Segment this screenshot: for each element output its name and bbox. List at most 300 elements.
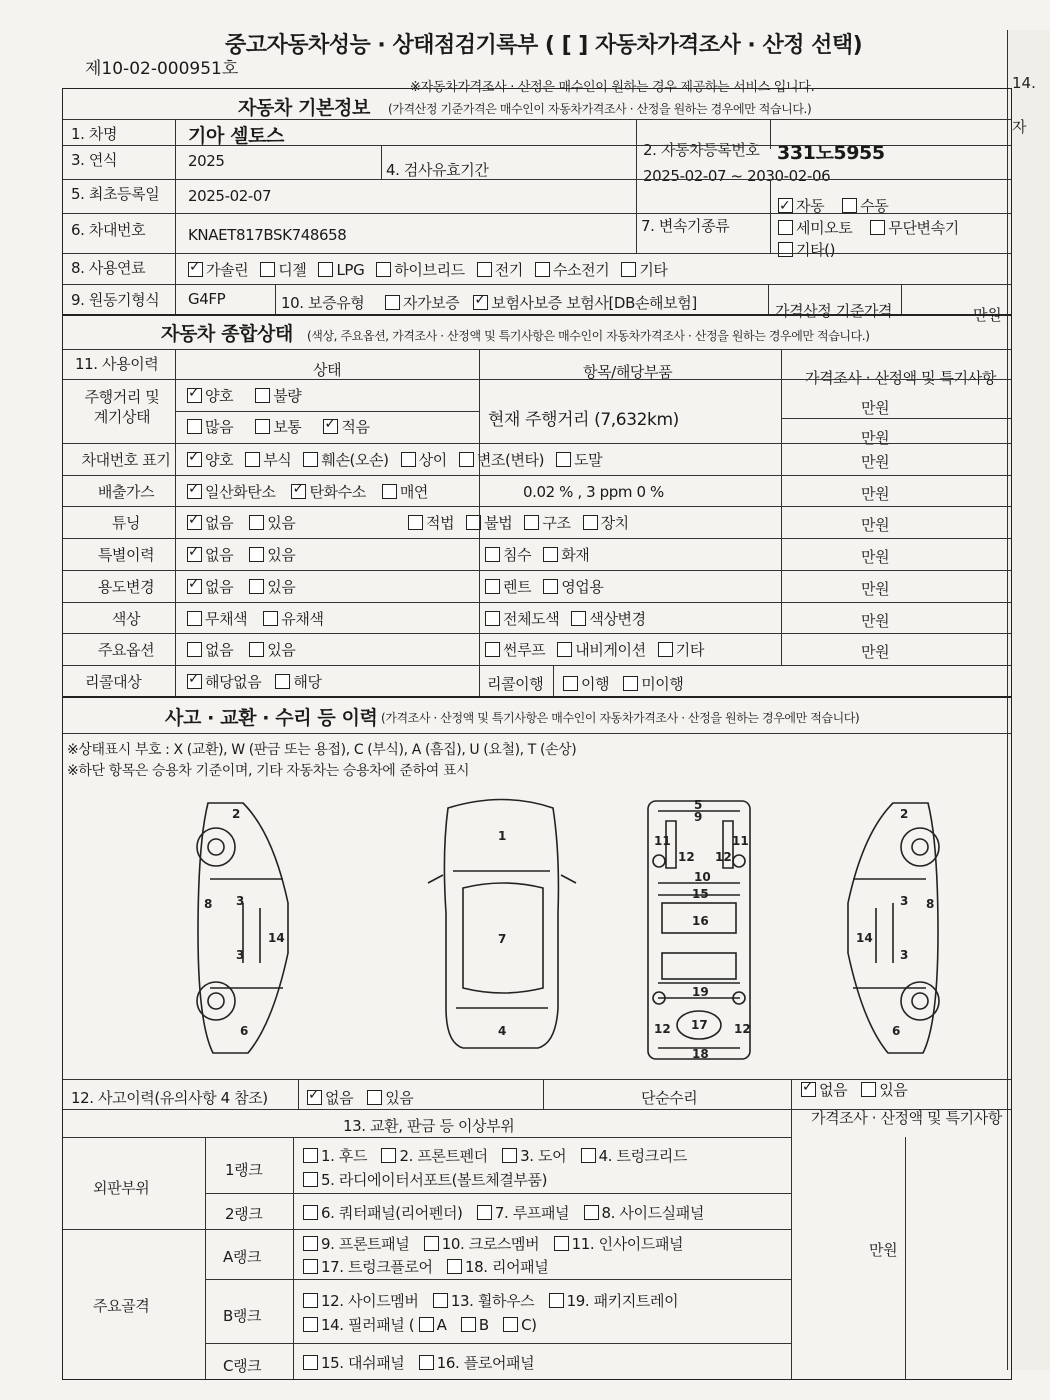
state-row-item-2-option-1[interactable] [466, 514, 512, 532]
state-row-0-checkbox-2[interactable] [303, 452, 318, 467]
mileage-amount-label-1: 보통 [273, 418, 302, 436]
trunk-floor-label: 17. 트렁크플로어 [321, 1258, 433, 1276]
recall-label: 리콜대상 [85, 673, 142, 691]
accident-history-checkbox-1[interactable] [367, 1090, 382, 1105]
svg-text:14: 14 [268, 931, 285, 945]
warranty-label-1: 보험사보증 보험사[DB손해보험] [491, 294, 697, 312]
state-row-2-label-1: 있음 [267, 514, 296, 532]
state-row-item-4-label-1: 영업용 [561, 578, 604, 596]
state-row-item-3-label-0: 침수 [503, 546, 532, 564]
state-row-item-4-option-1[interactable] [543, 578, 603, 596]
state-row-0-option-0[interactable] [187, 451, 233, 469]
state-row-3-checkbox-0[interactable] [187, 547, 202, 562]
state-row-1-checkbox-2[interactable] [382, 484, 397, 499]
fuel-option-4[interactable] [477, 261, 523, 279]
symbol-note: ※상태표시 부호 : X (교환), W (판금 또는 용접), C (부식), A (흠집), U (요철), T (손상) [67, 742, 577, 758]
state-row-item-3-checkbox-1[interactable] [543, 547, 558, 562]
mileage-amount-checkbox-1[interactable] [255, 419, 270, 434]
fuel-label-3: 하이브리드 [394, 261, 465, 279]
door-label: 3. 도어 [520, 1147, 567, 1165]
transmission-1-label-0: 수동 [860, 197, 889, 215]
transmission-0-label-0: 자동 [796, 197, 825, 215]
standard-note: ※하단 항목은 승용차 기준이며, 기타 자동차는 승용차에 준하여 표시 [67, 763, 470, 779]
state-header: 상태 [313, 361, 342, 379]
edge-label-ja: 자 [1012, 118, 1027, 136]
transmission-0-checkbox-0[interactable] [778, 198, 793, 213]
inspection-period-value[interactable]: 2025-02-07 ~ 2030-02-06 [643, 167, 831, 185]
simple-repair-checkbox-0[interactable] [801, 1082, 816, 1097]
state-row-item-6-checkbox-2[interactable] [658, 642, 673, 657]
recall-checkbox-1[interactable] [275, 674, 290, 689]
fuel-checkbox-3[interactable] [376, 262, 391, 277]
basic-info-subtitle: (가격산정 기준가격은 매수인이 자동차가격조사 · 산정을 원하는 경우에만 적습니다.) [388, 102, 812, 116]
state-row-options-5 [187, 608, 340, 629]
svg-text:11: 11 [654, 834, 671, 848]
fuel-checkbox-1[interactable] [260, 262, 275, 277]
state-row-item-2-label-3: 장치 [600, 514, 629, 532]
recall-option-0[interactable] [187, 673, 261, 691]
state-row-label-0: 차대번호 표기 [81, 451, 171, 469]
svg-text:18: 18 [692, 1047, 709, 1061]
mileage-state-checkbox-0[interactable] [187, 388, 202, 403]
mileage-amount-label-2: 적음 [341, 418, 370, 436]
edge-label-14: 14. [1012, 74, 1036, 92]
next-page-edge [1007, 30, 1050, 1370]
state-row-label-5: 색상 [111, 610, 141, 628]
state-row-item-6-label-1: 내비게이션 [575, 641, 646, 659]
rankC-line [303, 1352, 544, 1373]
accident-history-option-0[interactable] [307, 1089, 353, 1107]
vin-value[interactable]: KNAET817BSK748658 [188, 226, 347, 244]
state-row-0-option-1[interactable] [245, 451, 291, 469]
mileage-state-options [187, 385, 323, 406]
transmission-3-checkbox-0[interactable] [870, 220, 885, 235]
recall-checkbox-0[interactable] [187, 674, 202, 689]
general-state-subtitle: (색상, 주요옵션, 가격조사 · 산정액 및 특기사항은 매수인이 자동차가격조사 · 산정을 원하는 경우에만 적습니다.) [307, 329, 870, 343]
state-row-6-option-1[interactable] [249, 641, 295, 659]
recall-option-1[interactable] [275, 673, 321, 691]
state-row-item-3-option-1[interactable] [543, 546, 589, 564]
warranty-label-0: 자가보증 [403, 294, 460, 312]
fuel-checkbox-4[interactable] [477, 262, 492, 277]
fuel-checkbox-2[interactable] [318, 262, 333, 277]
warranty-option-1[interactable] [473, 294, 696, 312]
pillar-panel-label: 14. 필러패널 ( [321, 1316, 415, 1334]
fuel-option-5[interactable] [535, 261, 609, 279]
general-state-title: 자동차 종합상태 [161, 323, 293, 345]
state-row-items-6 [485, 639, 716, 660]
svg-text:8: 8 [926, 897, 935, 911]
state-row-item-2-checkbox-2[interactable] [524, 515, 539, 530]
state-row-options-3 [187, 544, 311, 565]
transmission-3-option-0[interactable] [870, 219, 958, 237]
state-row-4-label-0: 없음 [205, 578, 234, 596]
state-row-0-label-1: 부식 [263, 451, 292, 469]
parts-title: 13. 교환, 판금 등 이상부위 [343, 1117, 515, 1135]
rankA-line1 [303, 1233, 693, 1254]
inside-panel-checkbox[interactable] [554, 1236, 569, 1251]
state-row-item-6-option-2[interactable] [658, 641, 704, 659]
state-row-1-option-0[interactable] [187, 483, 275, 501]
state-row-price-unit-2: 만원 [861, 516, 890, 534]
mileage-amount-option-2[interactable] [323, 418, 369, 436]
state-row-6-checkbox-0[interactable] [187, 642, 202, 657]
state-row-options-0 [187, 449, 777, 470]
roof-panel-label: 7. 루프패널 [494, 1204, 570, 1222]
inspection-period-label: 4. 검사유효기간 [386, 161, 489, 179]
recall-performed-option-0[interactable] [563, 675, 609, 693]
state-row-5-label-0: 무채색 [205, 610, 248, 628]
accident-history-options [307, 1087, 427, 1108]
state-row-0-label-0: 양호 [205, 451, 234, 469]
engine-value[interactable]: G4FP [188, 290, 226, 308]
price-basis-unit: 만원 [973, 306, 1002, 324]
state-row-item-2-checkbox-0[interactable] [408, 515, 423, 530]
hood-label: 1. 후드 [321, 1147, 368, 1165]
state-row-4-option-1[interactable] [249, 578, 295, 596]
mileage-amount-option-1[interactable] [255, 418, 301, 436]
state-row-1-label-0: 일산화탄소 [205, 483, 276, 501]
svg-text:12: 12 [678, 850, 695, 864]
svg-text:2: 2 [232, 807, 241, 821]
year-label: 3. 연식 [71, 151, 118, 169]
transmission-options [778, 195, 1008, 261]
fuel-option-1[interactable] [260, 261, 306, 279]
state-row-item-5-checkbox-1[interactable] [571, 611, 586, 626]
mileage-amount-option-0[interactable] [187, 418, 233, 436]
mileage-state-option-1[interactable] [255, 387, 301, 405]
state-row-4-checkbox-1[interactable] [249, 579, 264, 594]
recall-label-0: 해당없음 [205, 673, 262, 691]
rear-panel-checkbox[interactable] [447, 1259, 462, 1274]
state-row-2-option-1[interactable] [249, 514, 295, 532]
simple-repair-option-1[interactable] [861, 1081, 907, 1099]
accident-history-checkbox-0[interactable] [307, 1090, 322, 1105]
quarter-panel-checkbox[interactable] [303, 1205, 318, 1220]
state-row-label-4: 용도변경 [97, 578, 155, 596]
state-row-3-option-1[interactable] [249, 546, 295, 564]
fuel-label-1: 디젤 [278, 261, 307, 279]
rank-c-label: C랭크 [223, 1357, 262, 1375]
svg-text:7: 7 [498, 932, 507, 946]
state-row-item-2-label-0: 적법 [426, 514, 455, 532]
state-row-0-option-3[interactable] [401, 451, 447, 469]
state-row-item-6-checkbox-1[interactable] [557, 642, 572, 657]
roof-panel-checkbox[interactable] [477, 1205, 492, 1220]
state-row-items-2 [408, 512, 641, 533]
state-row-0-label-3: 상이 [418, 451, 447, 469]
warranty-options [385, 292, 711, 313]
state-row-item-5-option-1[interactable] [571, 610, 645, 628]
front-panel-checkbox[interactable] [303, 1236, 318, 1251]
fuel-checkbox-6[interactable] [621, 262, 636, 277]
state-row-2-checkbox-1[interactable] [249, 515, 264, 530]
state-row-0-option-2[interactable] [303, 451, 388, 469]
fuel-option-3[interactable] [376, 261, 464, 279]
emission-values[interactable]: 0.02 % , 3 ppm 0 % [523, 483, 664, 501]
state-row-1-checkbox-1[interactable] [291, 484, 306, 499]
top-view-diagram [428, 800, 576, 1049]
state-row-price-unit-5: 만원 [861, 612, 890, 630]
rankB-line2 [303, 1314, 537, 1335]
rank1-line1 [303, 1145, 697, 1166]
mileage-amount-checkbox-0[interactable] [187, 419, 202, 434]
inside-panel-label: 11. 인사이드패널 [571, 1235, 684, 1253]
rank2-line [303, 1202, 714, 1223]
fuel-label-6: 기타 [639, 261, 668, 279]
warranty-option-0[interactable] [385, 294, 459, 312]
state-row-item-4-option-0[interactable] [485, 578, 531, 596]
state-row-2-checkbox-0[interactable] [187, 515, 202, 530]
svg-text:12: 12 [715, 850, 732, 864]
state-row-5-checkbox-0[interactable] [187, 611, 202, 626]
state-row-0-label-5: 도말 [574, 451, 603, 469]
wheel-house-checkbox[interactable] [433, 1293, 448, 1308]
state-row-2-option-0[interactable] [187, 514, 233, 532]
mileage-state-label-1: 불량 [273, 387, 302, 405]
current-mileage[interactable]: 현재 주행거리 (7,632km) [488, 410, 679, 430]
radiator-support-checkbox[interactable] [303, 1172, 318, 1187]
rank-a-label: A랭크 [223, 1248, 262, 1266]
recall-options [187, 671, 336, 692]
floor-panel-checkbox[interactable] [419, 1355, 434, 1370]
state-row-2-label-0: 없음 [205, 514, 234, 532]
transmission-2-option-0[interactable] [778, 219, 852, 237]
svg-text:9: 9 [694, 810, 703, 824]
state-row-label-2: 튜닝 [111, 514, 141, 532]
recall-performed-option-1[interactable] [623, 675, 683, 693]
pillar-c-checkbox[interactable] [503, 1317, 518, 1332]
state-row-item-5-label-1: 색상변경 [589, 610, 646, 628]
state-row-5-option-1[interactable] [263, 610, 323, 628]
state-row-0-option-5[interactable] [556, 451, 602, 469]
mileage-state-option-0[interactable] [187, 387, 233, 405]
simple-repair-option-0[interactable] [801, 1081, 847, 1099]
fuel-option-2[interactable] [318, 261, 364, 279]
state-row-item-4-checkbox-0[interactable] [485, 579, 500, 594]
warranty-checkbox-1[interactable] [473, 295, 488, 310]
state-row-item-3-label-1: 화재 [561, 546, 590, 564]
package-tray-label: 19. 패키지트레이 [566, 1292, 679, 1310]
state-row-6-checkbox-1[interactable] [249, 642, 264, 657]
state-row-3-checkbox-1[interactable] [249, 547, 264, 562]
state-row-item-2-option-0[interactable] [408, 514, 454, 532]
simple-repair-label-0: 없음 [819, 1081, 848, 1099]
svg-text:2: 2 [900, 807, 909, 821]
state-row-6-label-0: 없음 [205, 641, 234, 659]
recall-label-1: 해당 [293, 673, 322, 691]
hood-checkbox[interactable] [303, 1148, 318, 1163]
fuel-checkbox-5[interactable] [535, 262, 550, 277]
state-row-items-5 [485, 608, 658, 629]
state-row-5-option-0[interactable] [187, 610, 247, 628]
svg-text:16: 16 [692, 914, 709, 928]
parts-price-title: 가격조사 · 산정액 및 특기사항 [811, 1109, 1002, 1127]
svg-text:5: 5 [694, 798, 703, 812]
state-row-1-checkbox-0[interactable] [187, 484, 202, 499]
basic-info-title: 자동차 기본정보 [238, 97, 370, 119]
svg-text:6: 6 [240, 1024, 249, 1038]
state-row-items-3 [485, 544, 601, 565]
state-row-item-6-option-1[interactable] [557, 641, 645, 659]
trunk-floor-checkbox[interactable] [303, 1259, 318, 1274]
state-row-0-label-2: 훼손(오손) [321, 451, 389, 469]
rankA-line2 [303, 1256, 558, 1277]
state-row-4-checkbox-0[interactable] [187, 579, 202, 594]
warranty-checkbox-0[interactable] [385, 295, 400, 310]
pillar-b-checkbox[interactable] [461, 1317, 476, 1332]
door-checkbox[interactable] [502, 1148, 517, 1163]
fuel-option-0[interactable] [188, 261, 248, 279]
car-name-label: 1. 차명 [71, 125, 118, 143]
wheel-house-label: 13. 휠하우스 [450, 1292, 535, 1310]
cross-member-checkbox[interactable] [424, 1236, 439, 1251]
transmission-4-option-0[interactable] [778, 241, 835, 259]
state-row-item-2-option-3[interactable] [583, 514, 629, 532]
first-reg-label: 5. 최초등록일 [71, 185, 160, 203]
mileage-label: 주행거리 및 계기상태 [84, 388, 160, 426]
svg-text:15: 15 [692, 887, 709, 901]
mileage-amount-checkbox-2[interactable] [323, 419, 338, 434]
year-value[interactable]: 2025 [188, 152, 225, 170]
state-row-item-5-checkbox-0[interactable] [485, 611, 500, 626]
transmission-2-checkbox-0[interactable] [778, 220, 793, 235]
state-row-3-option-0[interactable] [187, 546, 233, 564]
cross-member-label: 10. 크로스멤버 [441, 1235, 540, 1253]
package-tray-checkbox[interactable] [549, 1293, 564, 1308]
state-row-0-checkbox-4[interactable] [459, 452, 474, 467]
general-state-section [62, 314, 1012, 698]
simple-repair-options [801, 1079, 921, 1100]
front-fender-checkbox[interactable] [381, 1148, 396, 1163]
rank-2-label: 2랭크 [225, 1205, 263, 1223]
price-header: 가격조사 · 산정액 및 특기사항 [805, 369, 996, 387]
state-row-options-6 [187, 639, 311, 660]
rear-panel-label: 18. 리어패널 [464, 1258, 549, 1276]
svg-text:10: 10 [694, 870, 711, 884]
state-row-0-checkbox-0[interactable] [187, 452, 202, 467]
state-row-1-label-1: 탄화수소 [309, 483, 366, 501]
usage-history-header: 11. 사용이력 [75, 355, 159, 373]
recall-performed-label-0: 이행 [581, 675, 610, 693]
form-title: 중고자동차성능 · 상태점검기록부 ( [ ] 자동차가격조사 · 산정 선택) [225, 33, 863, 58]
floor-panel-label: 16. 플로어패널 [436, 1354, 535, 1372]
state-row-item-3-checkbox-0[interactable] [485, 547, 500, 562]
side-sill-checkbox[interactable] [584, 1205, 599, 1220]
accident-section [62, 696, 1012, 1380]
svg-text:12: 12 [734, 1022, 751, 1036]
state-row-item-2-option-2[interactable] [524, 514, 570, 532]
quarter-panel-label: 6. 쿼터패널(리어펜더) [321, 1204, 463, 1222]
svg-text:3: 3 [900, 948, 909, 962]
transmission-1-checkbox-0[interactable] [842, 198, 857, 213]
state-row-0-checkbox-1[interactable] [245, 452, 260, 467]
state-row-item-6-label-2: 기타 [675, 641, 704, 659]
svg-text:19: 19 [692, 985, 709, 999]
pillar-b-label: B [478, 1316, 489, 1334]
state-row-0-checkbox-3[interactable] [401, 452, 416, 467]
state-row-items-4 [485, 576, 615, 597]
state-row-3-label-1: 있음 [267, 546, 296, 564]
side-member-checkbox[interactable] [303, 1293, 318, 1308]
state-row-1-option-2[interactable] [382, 483, 428, 501]
state-row-6-label-1: 있음 [267, 641, 296, 659]
pillar-a-checkbox[interactable] [419, 1317, 434, 1332]
state-row-0-checkbox-5[interactable] [556, 452, 571, 467]
service-notice: ※자동차가격조사 · 산정은 매수인이 원하는 경우 제공하는 서비스 입니다. [410, 80, 815, 95]
state-row-5-checkbox-1[interactable] [263, 611, 278, 626]
transmission-4-label-0: 기타() [796, 241, 836, 259]
car-name-value[interactable]: 기아 셀토스 [188, 125, 284, 147]
engine-label: 9. 원동기형식 [71, 291, 160, 309]
state-row-item-5-option-0[interactable] [485, 610, 559, 628]
fuel-option-6[interactable] [621, 261, 667, 279]
side-sill-label: 8. 사이드실패널 [601, 1204, 704, 1222]
rankB-line1 [303, 1290, 688, 1311]
price-basis-label: 가격산정 기준가격 [775, 302, 893, 320]
main-frame-label: 주요골격 [93, 1297, 150, 1315]
parts-price-unit: 만원 [869, 1241, 898, 1259]
accident-history-label-0: 없음 [325, 1089, 354, 1107]
simple-repair-checkbox-1[interactable] [861, 1082, 876, 1097]
state-row-item-6-checkbox-0[interactable] [485, 642, 500, 657]
document-number: 제10-02-000951호 [85, 59, 239, 79]
basic-info-section [62, 88, 1012, 324]
first-reg-value[interactable]: 2025-02-07 [188, 187, 272, 205]
pillar-c-label: C) [521, 1316, 537, 1334]
simple-repair-label: 단순수리 [641, 1089, 698, 1107]
transmission-4-checkbox-0[interactable] [778, 242, 793, 257]
frame-view-diagram [648, 798, 751, 1061]
outer-panel-label: 외판부위 [93, 1179, 150, 1197]
state-row-item-6-label-0: 썬루프 [503, 641, 546, 659]
accident-history-option-1[interactable] [367, 1089, 413, 1107]
state-row-1-label-2: 매연 [399, 483, 429, 501]
state-row-item-4-checkbox-1[interactable] [543, 579, 558, 594]
pillar-a-label: A [436, 1316, 447, 1334]
trunk-lid-checkbox[interactable] [581, 1148, 596, 1163]
vin-label: 6. 차대번호 [71, 221, 146, 239]
dash-panel-checkbox[interactable] [303, 1355, 318, 1370]
recall-performed-checkbox-1[interactable] [623, 676, 638, 691]
front-panel-label: 9. 프론트패널 [321, 1235, 410, 1253]
fuel-options [188, 259, 680, 280]
mileage-price-unit-1: 만원 [861, 399, 890, 417]
state-row-6-option-0[interactable] [187, 641, 233, 659]
state-row-4-option-0[interactable] [187, 578, 233, 596]
state-row-item-2-checkbox-3[interactable] [583, 515, 598, 530]
state-row-label-1: 배출가스 [97, 483, 155, 501]
mileage-state-checkbox-1[interactable] [255, 388, 270, 403]
state-row-0-option-4[interactable] [459, 451, 544, 469]
state-row-item-6-option-0[interactable] [485, 641, 545, 659]
state-row-price-unit-3: 만원 [861, 548, 890, 566]
mileage-price-unit-2: 만원 [861, 429, 890, 447]
reg-no-value[interactable]: 331노5955 [777, 142, 885, 164]
pillar-panel-checkbox[interactable] [303, 1317, 318, 1332]
state-row-1-option-1[interactable] [291, 483, 365, 501]
state-row-label-6: 주요옵션 [97, 641, 155, 659]
recall-performed-checkbox-0[interactable] [563, 676, 578, 691]
rank-1-label: 1랭크 [225, 1161, 263, 1179]
state-row-item-2-label-2: 구조 [542, 514, 571, 532]
state-row-item-3-option-0[interactable] [485, 546, 531, 564]
accident-history-label: 12. 사고이력(유의사항 4 참조) [71, 1089, 268, 1107]
fuel-label-0: 가솔린 [206, 261, 249, 279]
fuel-checkbox-0[interactable] [188, 262, 203, 277]
state-row-item-4-label-0: 렌트 [503, 578, 532, 596]
transmission-3-label-0: 무단변속기 [888, 219, 959, 237]
